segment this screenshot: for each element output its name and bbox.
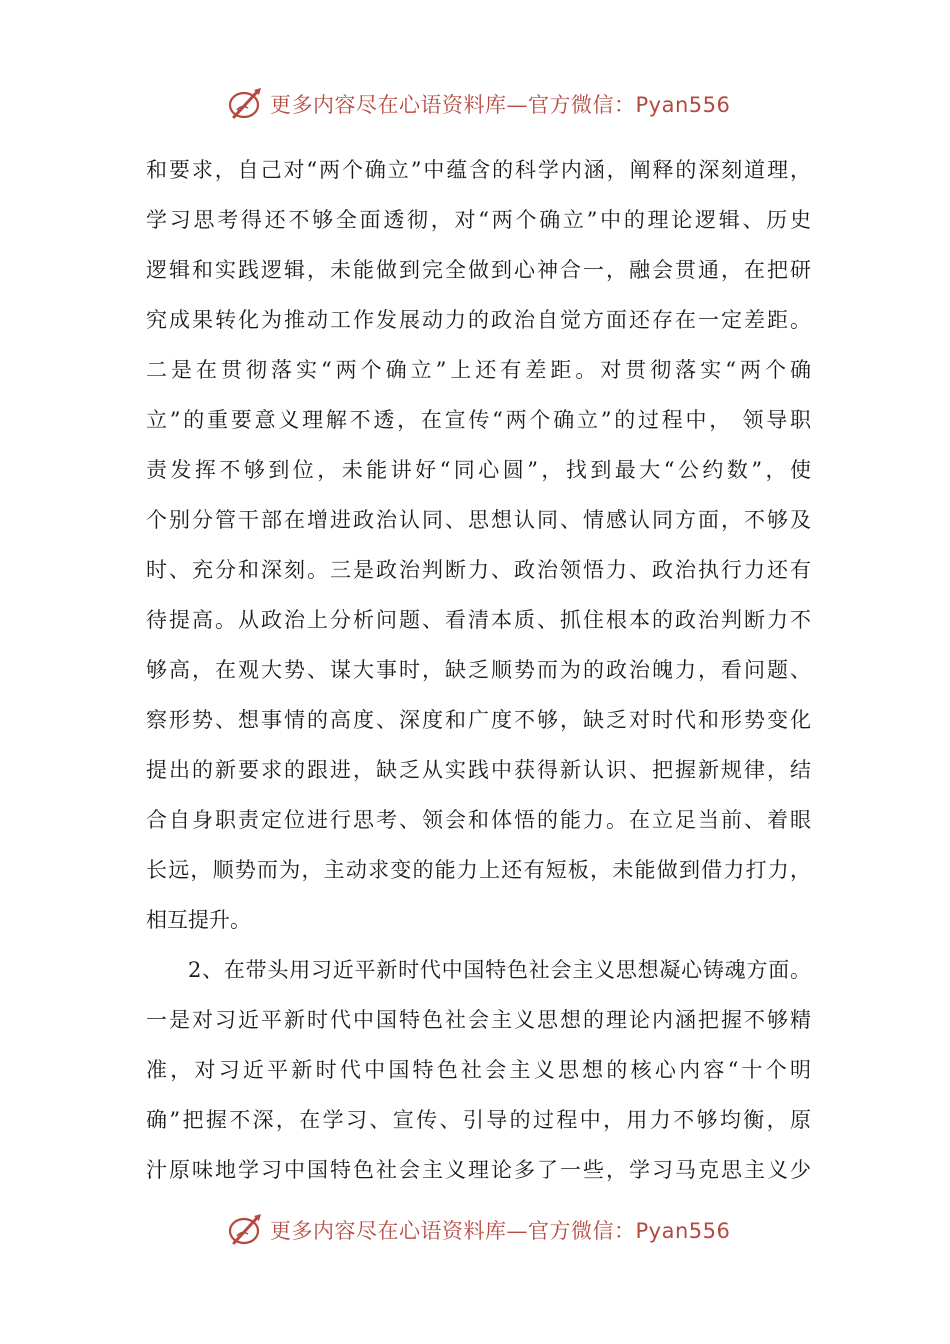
text-line: 准，对习近平新时代中国特色社会主义思想的核心内容“十个明 — [146, 1058, 811, 1082]
text-line: 汁原味地学习中国特色社会主义理论多了一些，学习马克思主义少 — [146, 1158, 811, 1182]
text-line: 相互提升。 — [146, 908, 251, 932]
text-line: 合自身职责定位进行思考、领会和体悟的能力。在立足当前、着眼 — [146, 808, 811, 832]
text-line: 时、充分和深刻。三是政治判断力、政治领悟力、政治执行力还有 — [146, 558, 811, 582]
footer-wechat: 官方微信：Pyan556 — [528, 1219, 731, 1243]
header-banner — [0, 84, 950, 124]
pen-logo-icon — [226, 1210, 266, 1250]
text-line: 和要求，自己对“两个确立”中蕴含的科学内涵，阐释的深刻道理， — [146, 158, 811, 182]
text-line: 一是对习近平新时代中国特色社会主义思想的理论内涵把握不够精 — [146, 1008, 811, 1032]
text-line: 立”的重要意义理解不透，在宣传“两个确立”的过程中， 领导职 — [146, 408, 811, 432]
text-line: 长远，顺势而为，主动求变的能力上还有短板，未能做到借力打力， — [146, 858, 811, 882]
footer-brand: 更多内容尽在心语资料库 — [270, 1219, 507, 1243]
text-line: 个别分管干部在增进政治认同、思想认同、情感认同方面，不够及 — [146, 508, 811, 532]
text-line: 提出的新要求的跟进，缺乏从实践中获得新认识、把握新规律，结 — [146, 758, 811, 782]
text-line: 学习思考得还不够全面透彻，对“两个确立”中的理论逻辑、历史 — [146, 208, 811, 232]
section-heading: 2、在带头用习近平新时代中国特色社会主义思想凝心铸魂方面。 — [188, 958, 811, 982]
pen-logo-icon — [226, 84, 266, 124]
text-line: 究成果转化为推动工作发展动力的政治自觉方面还存在一定差距。 — [146, 308, 811, 332]
footer-banner — [0, 1210, 950, 1250]
document-body — [146, 145, 811, 1195]
header-brand: 更多内容尽在心语资料库 — [270, 93, 507, 117]
text-line: 逻辑和实践逻辑，未能做到完全做到心神合一，融会贯通，在把研 — [146, 258, 811, 282]
text-line: 察形势、想事情的高度、深度和广度不够，缺乏对时代和形势变化 — [146, 708, 811, 732]
header-wechat: 官方微信：Pyan556 — [528, 93, 731, 117]
text-line: 待提高。从政治上分析问题、看清本质、抓住根本的政治判断力不 — [146, 608, 811, 632]
text-line: 责发挥不够到位，未能讲好“同心圆”，找到最大“公约数”，使 — [146, 458, 811, 482]
text-line: 确”把握不深，在学习、宣传、引导的过程中，用力不够均衡，原 — [146, 1108, 811, 1132]
text-line: 二是在贯彻落实“两个确立”上还有差距。对贯彻落实“两个确 — [146, 358, 811, 382]
text-line: 够高，在观大势、谋大事时，缺乏顺势而为的政治魄力，看问题、 — [146, 658, 811, 682]
header-dash: — — [506, 93, 528, 117]
footer-dash: — — [506, 1219, 528, 1243]
